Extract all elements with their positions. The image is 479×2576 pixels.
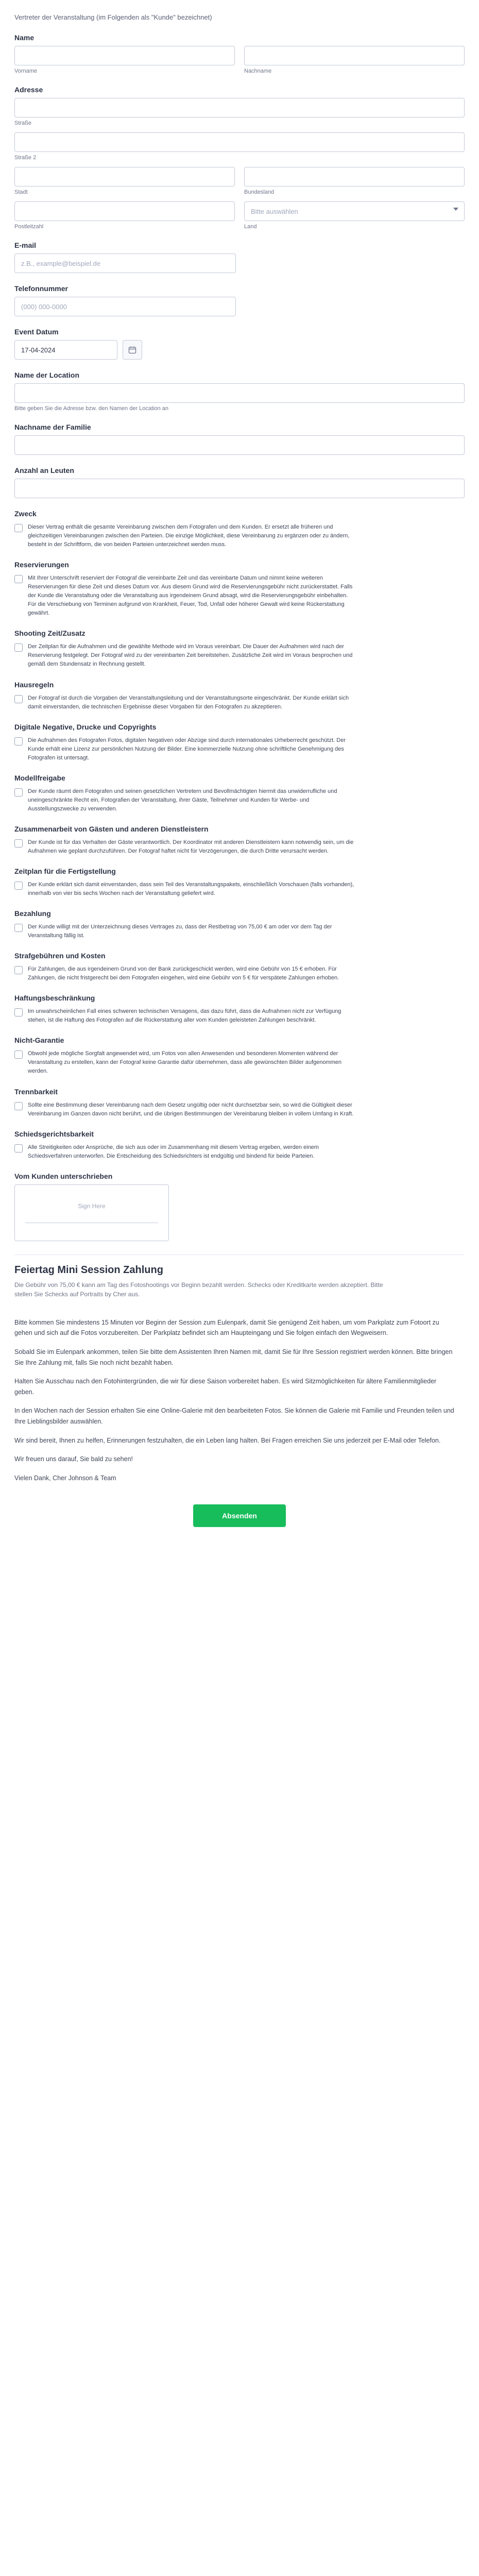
agree-checkbox[interactable] <box>14 1008 23 1016</box>
contract-clauses <box>14 510 465 1161</box>
clause-title: Nicht-Garantie <box>14 1036 64 1045</box>
clause-title: Hausregeln <box>14 680 54 689</box>
group-size-section <box>14 466 465 498</box>
payment-paragraph: Wir freuen uns darauf, Sie bald zu sehen! <box>14 1455 133 1463</box>
agree-checkbox[interactable] <box>14 1102 23 1110</box>
address-section <box>14 86 465 230</box>
agree-checkbox[interactable] <box>14 1144 23 1153</box>
clause-text: Der Fotograf ist durch die Vorgaben der Veranstaltungsleitung und der Veranstaltungsorte eingeschränkt. Der Kunde erklärt sich damit einverstanden, die technischen Ergebnisse dieser Vorgaben für den Fotografen zu akzeptieren. <box>28 694 349 710</box>
country-select[interactable]: Bitte auswählen <box>244 201 465 221</box>
clause-text: Der Kunde willigt mit der Unterzeichnung dieses Vertrages zu, dass der Restbetrag von 75,00 € am oder vor dem Tag der Veranstaltung fällig ist. <box>28 924 332 939</box>
location-input[interactable] <box>14 383 465 403</box>
clause-title: Strafgebühren und Kosten <box>14 952 106 960</box>
clause-section <box>14 561 465 618</box>
event-date-label: Event Datum <box>14 328 59 336</box>
last-name-sublabel: Nachname <box>244 68 272 74</box>
phone-label: Telefonnummer <box>14 284 68 293</box>
clause-section <box>14 867 465 898</box>
email-label: E-mail <box>14 241 37 249</box>
clause-section <box>14 994 465 1025</box>
location-label: Name der Location <box>14 371 80 379</box>
clause-text: Der Kunde ist für das Verhalten der Gäste verantwortlich. Der Koordinator mit anderen Dienstleistern kann notwendig sein, um die Aufnahmen wie geplant durchzuführen. Der Fotograf haftet nicht für Verzögerungen, die durch Dritte verursacht werden. <box>28 839 354 854</box>
agree-checkbox[interactable] <box>14 695 23 703</box>
clause-title: Digitale Negative, Drucke und Copyrights <box>14 722 157 731</box>
payment-paragraph: In den Wochen nach der Session erhalten Sie eine Online-Galerie mit den bearbeiteten Fotos. Sie können die Galerie mit Familie und Freunden teilen und Ihre Lieblingsbilder auswählen. <box>14 1407 454 1426</box>
payment-subtitle: Die Gebühr von 75,00 € kann am Tag des Fotoshootings vor Beginn bezahlt werden. Schecks oder Kreditkarte werden akzeptiert. Bitte stellen Sie Schecks auf Portraits by Cher aus. <box>14 1281 383 1298</box>
clause-text: Mit Ihrer Unterschrift reserviert der Fotograf die vereinbarte Zeit und das vereinbarte Datum und nimmt keine weiteren Reservierungen für diese Zeit und dieses Datum vor. Aus diesem Grund wird die Reservierungsgebühr nicht zurückerstattet. Falls der Kunde die Veranstaltung oder die Veranstaltung aus irgendeinem Grund absagt, wird die Reservierungsgebühr einbehalten. Für die Verschiebung von Terminen aufgrund von Krankheit, Feuer, Tod, Unfall oder höherer Gewalt wird keine Rückerstattung gewährt. <box>28 575 353 617</box>
clause-text: Der Kunde erklärt sich damit einverstanden, dass sein Teil des Veranstaltungspakets, einschließlich Vorschauen (falls vorhanden), innerhalb von vier bis sechs Wochen nach der Veranstaltung geliefert wird. <box>28 881 354 897</box>
clause-text: Der Zeitplan für die Aufnahmen und die gewählte Methode wird im Voraus vereinbart. Die Dauer der Aufnahmen wird nach der Reservierung festgelegt. Der Fotograf wird zu der vereinbarten Zeit bereitstehen. Zusätzliche Zeit wird im Voraus besprochen und gemäß dem Stundensatz in Rechnung gestellt. <box>28 643 353 668</box>
clause-section <box>14 510 465 549</box>
phone-section <box>14 284 465 316</box>
city-sublabel: Stadt <box>14 189 28 195</box>
clause-section <box>14 1130 465 1161</box>
state-sublabel: Bundesland <box>244 189 275 195</box>
address-label: Adresse <box>14 86 43 94</box>
payment-paragraphs <box>14 1317 465 1465</box>
agree-checkbox[interactable] <box>14 882 23 890</box>
signature-label: Vom Kunden unterschrieben <box>14 1172 113 1180</box>
clause-section <box>14 629 465 669</box>
payment-signoff: Vielen Dank, Cher Johnson & Team <box>14 1474 116 1482</box>
family-name-section <box>14 423 465 455</box>
agree-checkbox[interactable] <box>14 839 23 848</box>
clause-section <box>14 909 465 940</box>
payment-info <box>14 1264 465 1484</box>
name-section <box>14 33 465 74</box>
signature-section <box>14 1172 465 1241</box>
postal-input[interactable] <box>14 201 235 221</box>
signature-hint: Sign Here <box>78 1202 106 1210</box>
street-sublabel: Straße <box>14 120 32 126</box>
clause-section <box>14 681 465 711</box>
country-sublabel: Land <box>244 224 257 230</box>
payment-paragraph: Sobald Sie im Eulenpark ankommen, teilen Sie bitte dem Assistenten Ihren Namen mit, damit Sie für Ihre Session registriert werden können. Bitte bringen Sie Ihre Zahlung mit, falls Sie noch nicht bezahlt haben. <box>14 1348 453 1366</box>
calendar-icon[interactable] <box>123 340 142 360</box>
agree-checkbox[interactable] <box>14 924 23 932</box>
payment-paragraph: Wir sind bereit, Ihnen zu helfen, Erinnerungen festzuhalten, die ein Leben lang halten. Bei Fragen erreichen Sie uns jederzeit per E-Mail oder Telefon. <box>14 1436 441 1444</box>
agree-checkbox[interactable] <box>14 966 23 974</box>
clause-section <box>14 1036 465 1076</box>
clause-title: Trennbarkeit <box>14 1087 58 1096</box>
clause-title: Zeitplan für die Fertigstellung <box>14 867 116 875</box>
agree-checkbox[interactable] <box>14 788 23 796</box>
event-date-input[interactable]: 17-04-2024 <box>14 340 117 360</box>
location-sublabel: Bitte geben Sie die Adresse bzw. den Namen der Location an <box>14 405 169 412</box>
name-label: Name <box>14 33 35 42</box>
first-name-sublabel: Vorname <box>14 68 38 74</box>
first-name-input[interactable] <box>14 46 235 65</box>
clause-text: Die Aufnahmen des Fotografen Fotos, digitalen Negativen oder Abzüge sind durch internationales Urheberrecht geschützt. Der Kunde erhält eine Lizenz zur persönlichen Nutzung der Bilder. Eine kommerzielle Nutzung ohne schriftliche Genehmigung des Fotografen ist untersagt. <box>28 737 346 761</box>
submit-button[interactable]: Absenden <box>193 1504 286 1527</box>
clause-text: Dieser Vertrag enthält die gesamte Vereinbarung zwischen dem Fotografen und dem Kunden. Er ersetzt alle früheren und gleichzeitigen Vereinbarungen zwischen den Parteien. Die einzige Möglichkeit, diese Vereinbarung zu ergänzen oder zu ändern, besteht in der Schriftform, die von beiden Parteien unterzeichnet werden muss. <box>28 524 350 548</box>
clause-title: Reservierungen <box>14 561 69 569</box>
state-input[interactable] <box>244 167 465 187</box>
agree-checkbox[interactable] <box>14 575 23 583</box>
form-intro: Vertreter der Veranstaltung (im Folgenden als "Kunde" bezeichnet) <box>14 13 212 21</box>
family-name-input[interactable] <box>14 435 465 455</box>
clause-title: Bezahlung <box>14 909 51 918</box>
email-field[interactable]: z.B., example@beispiel.de <box>14 253 236 273</box>
agree-checkbox[interactable] <box>14 524 23 532</box>
agree-checkbox[interactable] <box>14 643 23 652</box>
family-name-label: Nachname der Familie <box>14 423 91 431</box>
group-size-label: Anzahl an Leuten <box>14 466 74 474</box>
payment-title: Feiertag Mini Session Zahlung <box>14 1264 163 1276</box>
clause-text: Sollte eine Bestimmung dieser Vereinbarung nach dem Gesetz ungültig oder nicht durchsetzbar sein, so wird die Gültigkeit dieser Vereinbarung im Ganzen davon nicht berührt, und die übrigen Bestimmungen der Vereinbarung bleiben in vollem Umfang in Kraft. <box>28 1101 354 1117</box>
clause-text: Der Kunde räumt dem Fotografen und seinen gesetzlichen Vertretern und Bevollmächtigten hiermit das unwiderrufliche und uneingeschränkte Recht ein, Fotografien der Veranstaltung, ihrer Gäste, Teilnehmer und Kunden für Werbe- und Ausstellungszwecke zu verwenden. <box>28 788 337 812</box>
signature-pad[interactable] <box>14 1184 169 1241</box>
clause-title: Modellfreigabe <box>14 773 65 782</box>
street2-input[interactable] <box>14 132 465 152</box>
clause-title: Zweck <box>14 510 37 518</box>
street-input[interactable] <box>14 98 465 117</box>
clause-title: Haftungsbeschränkung <box>14 994 95 1003</box>
payment-paragraph: Halten Sie Ausschau nach den Fotohintergründen, die wir für diese Saison vorbereitet haben. Es wird Sitzmöglichkeiten für ältere Familienmitglieder geben. <box>14 1378 437 1396</box>
clause-text: Für Zahlungen, die aus irgendeinem Grund von der Bank zurückgeschickt werden, wird eine Gebühr von 15 € erhoben. Für Zahlungen, die nicht fristgerecht bei dem Fotografen eingehen, wird eine Gebühr von 5 € für verspätete Zahlungen erhoben. <box>28 966 339 981</box>
street2-sublabel: Straße 2 <box>14 155 37 161</box>
clause-section <box>14 1088 465 1118</box>
last-name-input[interactable] <box>244 46 465 65</box>
agree-checkbox[interactable] <box>14 1050 23 1059</box>
clause-section <box>14 774 465 814</box>
event-date-section <box>14 328 465 360</box>
payment-paragraph: Bitte kommen Sie mindestens 15 Minuten vor Beginn der Session zum Eulenpark, damit Sie genügend Zeit haben, um vom Parkplatz zum Fotoort zu gehen und sich auf die Fotos vorzubereiten. Der Parkplatz befindet sich am Haupteingang und Sie folgen einfach den Wegweisern. <box>14 1318 439 1337</box>
location-section <box>14 371 465 412</box>
clause-title: Schiedsgerichtsbarkeit <box>14 1129 94 1138</box>
phone-field[interactable]: (000) 000-0000 <box>14 297 236 316</box>
clause-section <box>14 825 465 856</box>
group-size-input[interactable] <box>14 479 465 498</box>
agree-checkbox[interactable] <box>14 737 23 745</box>
clause-text: Alle Streitigkeiten oder Ansprüche, die sich aus oder im Zusammenhang mit diesem Vertrag ergeben, werden einem Schiedsverfahren unterworfen. Die Entscheidung des Schiedsrichters ist endgültig und bindend für beide Parteien. <box>28 1144 319 1159</box>
postal-sublabel: Postleitzahl <box>14 224 44 230</box>
clause-section <box>14 952 465 982</box>
clause-text: Obwohl jede mögliche Sorgfalt angewendet wird, um Fotos von allen Anwesenden und besonderen Momenten während der Veranstaltung zu erstellen, kann der Fotograf keine Garantie dafür übernehmen, dass alle gewünschten Bilder aufgenommen werden. <box>28 1050 342 1075</box>
clause-title: Zusammenarbeit von Gästen und anderen Dienstleistern <box>14 824 209 833</box>
email-section <box>14 241 465 273</box>
clause-title: Shooting Zeit/Zusatz <box>14 629 85 638</box>
clause-text: Im unwahrscheinlichen Fall eines schweren technischen Versagens, das dazu führt, dass die Aufnahmen nicht zur Verfügung stehen, ist die Haftung des Fotografen auf die Rückerstattung aller vom Kunden geleisteten Zahlungen beschränkt. <box>28 1008 341 1024</box>
city-input[interactable] <box>14 167 235 187</box>
chevron-down-icon <box>453 208 458 211</box>
clause-section <box>14 723 465 762</box>
